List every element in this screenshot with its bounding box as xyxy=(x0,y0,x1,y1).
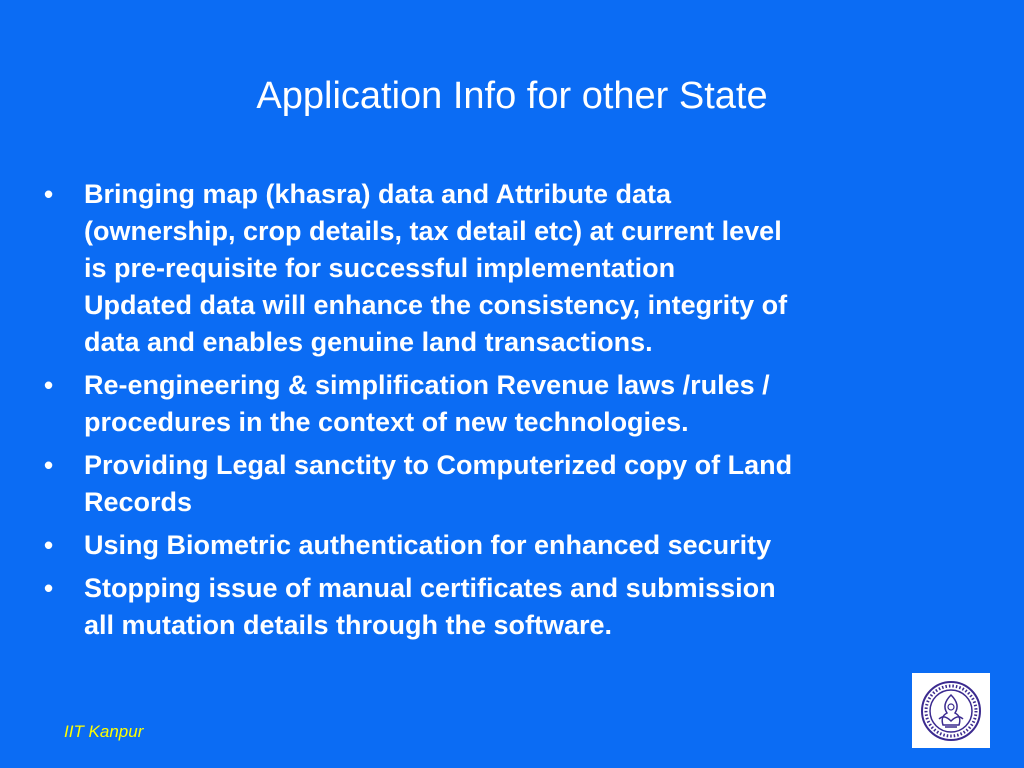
bullet-item xyxy=(44,176,1004,361)
bullet-line: is pre-requisite for successful implementation xyxy=(84,253,676,283)
bullet-line: Records xyxy=(84,487,193,517)
bullet-item xyxy=(44,447,1004,521)
slide-title: Application Info for other State xyxy=(256,75,768,117)
bullet-line: (ownership, crop details, tax detail etc) at current level xyxy=(84,216,782,246)
bullet-line: Re-engineering & simplification Revenue laws /rules / xyxy=(84,370,770,400)
bullet-line: Updated data will enhance the consistency, integrity of xyxy=(84,290,788,320)
bullet-item xyxy=(44,570,1004,644)
bullet-dot-icon: • xyxy=(44,179,54,209)
bullet-list xyxy=(44,176,1004,650)
bullet-dot-icon: • xyxy=(44,370,54,400)
bullet-line: Providing Legal sanctity to Computerized copy of Land xyxy=(84,450,793,480)
bullet-line: Using Biometric authentication for enhanced security xyxy=(84,530,772,560)
bullet-line: procedures in the context of new technologies. xyxy=(84,407,689,437)
bullet-item xyxy=(44,527,1004,564)
footer-label: IIT Kanpur xyxy=(64,722,144,741)
bullet-item xyxy=(44,367,1004,441)
bullet-dot-icon: • xyxy=(44,450,54,480)
bullet-dot-icon: • xyxy=(44,573,54,603)
bullet-line: all mutation details through the software. xyxy=(84,610,613,640)
iit-kanpur-seal-icon xyxy=(912,673,990,748)
bullet-dot-icon: • xyxy=(44,530,54,560)
bullet-line: Bringing map (khasra) data and Attribute data xyxy=(84,179,672,209)
bullet-line: Stopping issue of manual certificates and submission xyxy=(84,573,776,603)
seal-graphic xyxy=(919,679,983,743)
bullet-line: data and enables genuine land transactions. xyxy=(84,327,653,357)
